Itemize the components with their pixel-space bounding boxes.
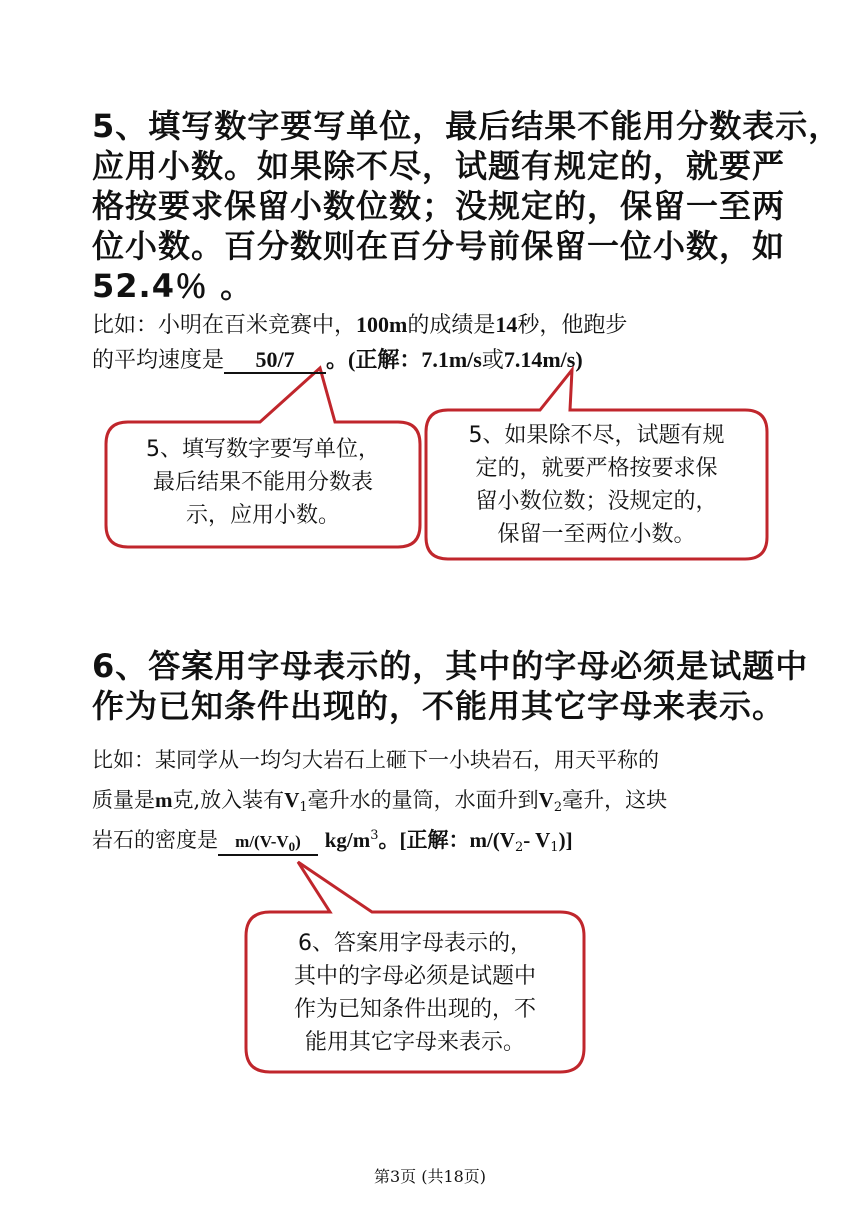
answer-blank: $m/(V-V_0)$ (218, 830, 318, 856)
rule-6-block (92, 646, 808, 726)
rule-5-line: 位小数。百分数则在百分号前保留一位小数，如 (92, 227, 786, 265)
rule-5-line: 5、填写数字要写单位，最后结果不能用分数表示， (92, 107, 842, 145)
rule-5-block (92, 106, 841, 306)
rule-6-line: 作为已知条件出现的，不能用其它字母来表示。 (92, 687, 786, 725)
rule-5-line: 52.4％ 。 (92, 267, 254, 305)
callout-5-right-text: 5、如果除不尽，试题有规 定的，就要严格按要求保 留小数位数；没规定的， 保留一至两位小数。 (468, 423, 725, 547)
example-6-line3: 岩石的密度是 $m/(V-V_0)$ $kg/m^3$。[正解：$m/(V_2-$ $V_1$)] (92, 828, 573, 855)
answer-blank: 50/7 (224, 348, 326, 374)
example-6-line2: 质量是m克,放入装有$V_1$毫升水的量筒，水面升到$V_2$毫升，这块 (92, 788, 668, 815)
example-6 (92, 740, 667, 860)
rule-5-line: 格按要求保留小数位数；没规定的，保留一至两 (92, 187, 786, 225)
example-5-line1: 比如：小明在百米竞赛中，100m的成绩是14秒，他跑步 (92, 312, 628, 338)
example-5 (92, 308, 627, 378)
callout-6-text: 6、答案用字母表示的， 其中的字母必须是试题中 作为已知条件出现的，不 能用其它字母来表示。 (293, 931, 536, 1055)
rule-5-line: 应用小数。如果除不尽，试题有规定的，就要严 (92, 147, 786, 185)
example-6-line1: 比如：某同学从一均匀大岩石上砸下一小块岩石，用天平称的 (92, 748, 659, 772)
example-5-line2: 的平均速度是 50/7 。(正解：7.1m/s或7.14m/s) (92, 347, 583, 373)
rule-6-line: 6、答案用字母表示的，其中的字母必须是试题中 (92, 647, 809, 685)
callout-5-left-text: 5、填写数字要写单位， 最后结果不能用分数表 示，应用小数。 (146, 437, 380, 528)
page-number: 第3页 (共18页) (373, 1167, 487, 1186)
